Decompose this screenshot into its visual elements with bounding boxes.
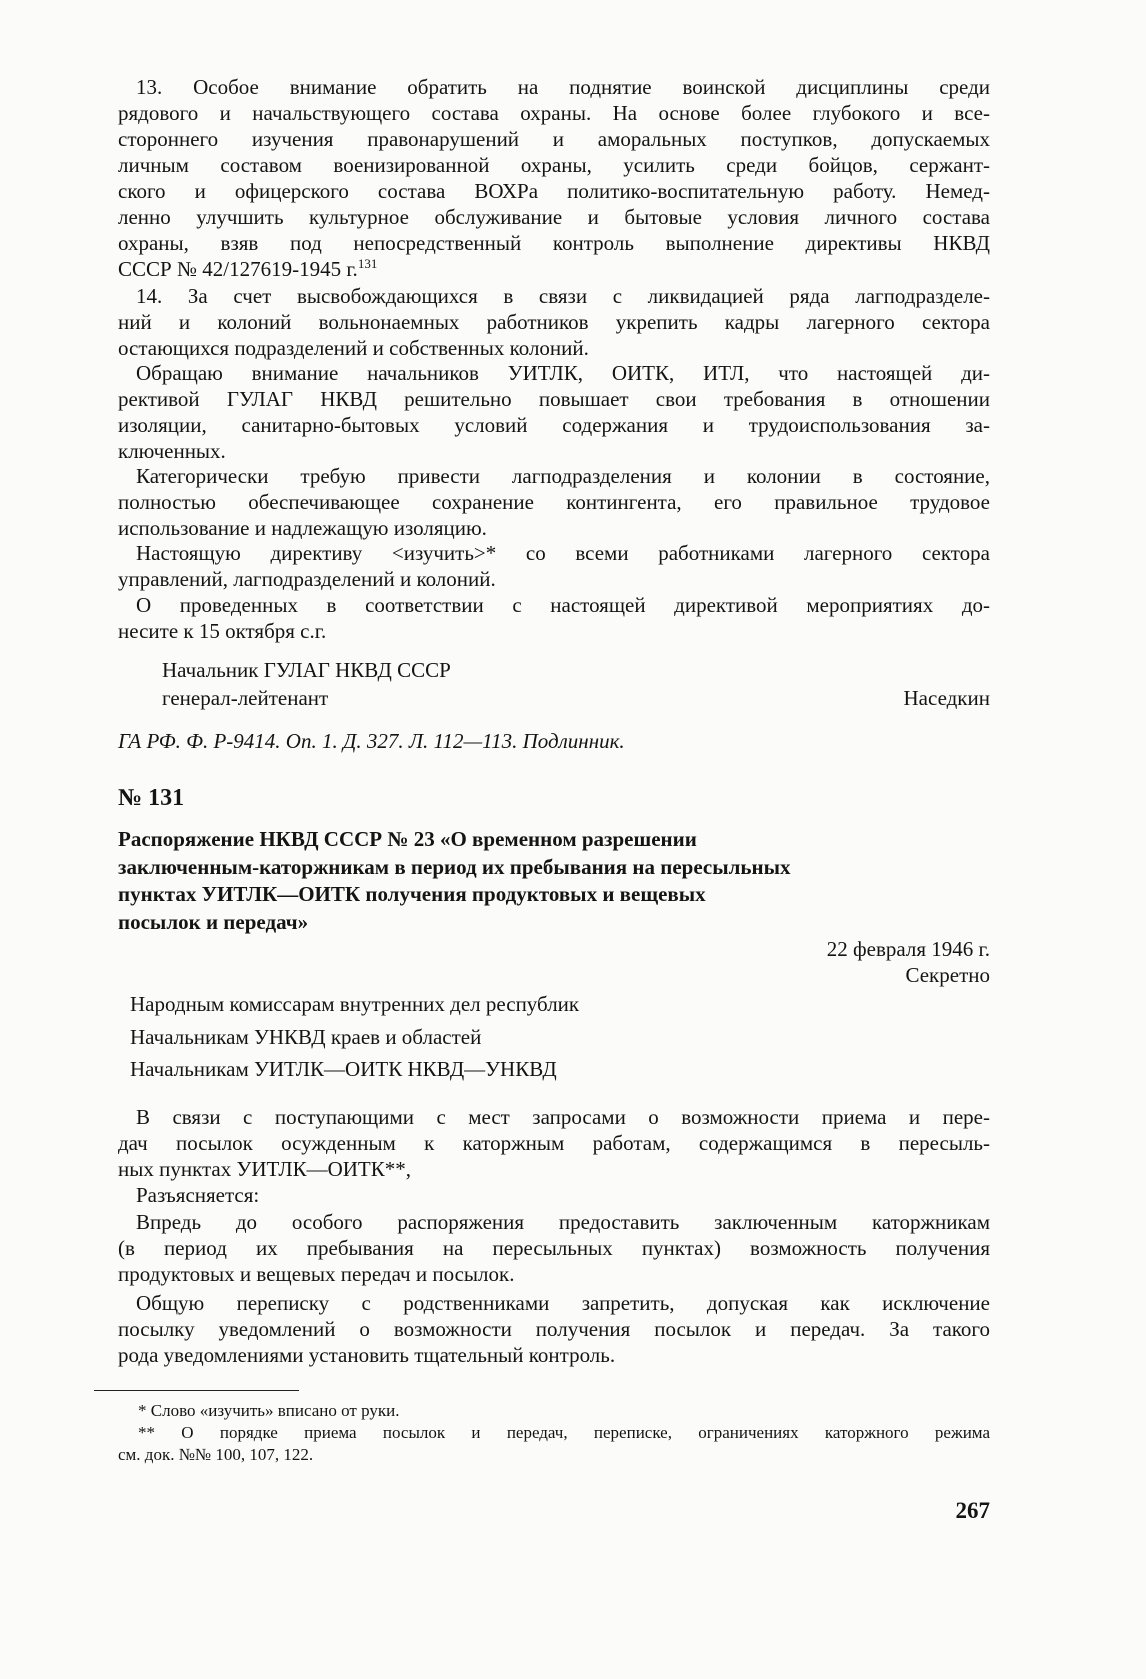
- text-line: ленно улучшить культурное обслуживание и бытовые условия личного состава: [118, 205, 990, 229]
- text-line: ского и офицерского состава ВОХРа политико-воспитательную работу. Немед-: [118, 179, 990, 203]
- text-line: изоляции, санитарно-бытовых условий содержания и трудоиспользования за-: [118, 413, 990, 437]
- text-line: рода уведомлениями установить тщательный контроль.: [118, 1343, 616, 1367]
- signer-name: Наседкин: [903, 686, 990, 710]
- text-line: управлений, лагподразделений и колоний.: [118, 567, 496, 591]
- text-line: Впредь до особого распоряжения предоставить заключенным каторжникам: [136, 1210, 990, 1234]
- text-line: Общую переписку с родственниками запретить, допуская как исключение: [136, 1291, 990, 1315]
- date-classification: [118, 936, 990, 988]
- classification-label: Секретно: [905, 963, 990, 987]
- text: СССР № 42/127619-1945 г.: [118, 257, 358, 281]
- text-line: остающихся подразделений и собственных колоний.: [118, 336, 589, 360]
- footnote: ** О порядке приема посылок и передач, переписке, ограничениях каторжного режима: [138, 1423, 990, 1442]
- text-line: О проведенных в соответствии с настоящей директивой мероприятиях до-: [136, 593, 990, 617]
- addressee: Начальникам УИТЛК—ОИТК НКВД—УНКВД: [130, 1057, 557, 1081]
- page-number-text: 267: [955, 1498, 990, 1523]
- title-line: пунктах УИТЛК—ОИТК получения продуктовых и вещевых: [118, 882, 706, 906]
- footnote-ref: 131: [357, 256, 378, 271]
- page-number: [118, 1498, 990, 1524]
- doc-number-text: № 131: [118, 785, 185, 811]
- signer-position: Начальник ГУЛАГ НКВД СССР: [162, 658, 451, 682]
- paragraph-14: [118, 283, 990, 361]
- title-line: посылок и передач»: [118, 909, 309, 934]
- document-number: [118, 783, 990, 813]
- text-line: [118, 256, 990, 282]
- paragraph-13: [118, 74, 990, 282]
- text-line: охраны, взяв под непосредственный контроль выполнение директивы НКВД: [118, 231, 990, 255]
- signer-rank: генерал-лейтенант: [162, 686, 329, 710]
- document-date: 22 февраля 1946 г.: [826, 937, 990, 961]
- text-line: (в период их пребывания на пересыльных пунктах) возможность получения: [118, 1236, 990, 1260]
- text-line: Разъясняется:: [136, 1183, 260, 1207]
- signer-line: [118, 684, 990, 712]
- text-line: полностью обеспечивающее сохранение контингента, его правильное трудовое: [118, 490, 990, 514]
- paragraph-intro: [118, 1104, 990, 1208]
- text-line: Обращаю внимание начальников УИТЛК, ОИТК, ИТЛ, что настоящей ди-: [136, 361, 990, 385]
- paragraph-forbid: [118, 1290, 990, 1368]
- footnote: * Слово «изучить» вписано от руки.: [138, 1401, 400, 1420]
- document-title: [118, 826, 990, 936]
- archive-ref-text: ГА РФ. Ф. Р-9414. Оп. 1. Д. 327. Л. 112—113. Подлинник.: [118, 729, 625, 753]
- paragraph-demand: [118, 463, 990, 541]
- text-line: дач посылок осужденным к каторжным работам, содержащимся в пересыль-: [118, 1131, 990, 1155]
- text-line: ных пунктах УИТЛК—ОИТК**,: [118, 1157, 411, 1181]
- text-line: ключенных.: [118, 439, 226, 463]
- text-line: несите к 15 октября с.г.: [118, 619, 327, 643]
- text-line: Категорически требую привести лагподразделения и колонии в состояние,: [136, 464, 990, 488]
- addressee: Начальникам УНКВД краев и областей: [130, 1024, 482, 1049]
- text-line: 14. За счет высвобождающихся в связи с ликвидацией ряда лагподразделе-: [136, 284, 990, 308]
- text-line: посылку уведомлений о возможности получения посылок и передач. За такого: [118, 1317, 990, 1341]
- addressee: Народным комиссарам внутренних дел республик: [130, 992, 580, 1016]
- text-line: ний и колоний вольнонаемных работников укрепить кадры лагерного сектора: [118, 310, 990, 334]
- title-line: Распоряжение НКВД СССР № 23 «О временном разрешении: [118, 827, 697, 851]
- text-line: стороннего изучения правонарушений и аморальных поступков, допускаемых: [118, 127, 990, 151]
- paragraph-report: [118, 592, 990, 644]
- footnote: см. док. №№ 100, 107, 122.: [118, 1445, 314, 1464]
- text-line: личным составом военизированной охраны, усилить среди бойцов, сержант-: [118, 153, 990, 177]
- title-line: заключенным-каторжникам в период их пребывания на пересыльных: [118, 854, 791, 879]
- text-line: 13. Особое внимание обратить на поднятие воинской дисциплины среди: [136, 75, 990, 99]
- text-line: Настоящую директиву <изучить>* со всеми работниками лагерного сектора: [136, 541, 990, 565]
- paragraph-study: [118, 540, 990, 592]
- text-line: рядового и начальствующего состава охраны. На основе более глубокого и все-: [118, 101, 990, 125]
- footnote-divider: [94, 1390, 299, 1391]
- text-line: продуктовых и вещевых передач и посылок.: [118, 1262, 515, 1286]
- addressees: [118, 988, 1002, 1086]
- archive-reference: [118, 728, 990, 754]
- text-line: использование и надлежащую изоляцию.: [118, 516, 487, 540]
- text-line: В связи с поступающими с мест запросами о возможности приема и пере-: [136, 1105, 990, 1129]
- footnotes: [118, 1400, 990, 1466]
- text-line: рективой ГУЛАГ НКВД решительно повышает свои требования в отношении: [118, 387, 990, 411]
- paragraph-attention: [118, 360, 990, 464]
- signature-block: [118, 656, 990, 712]
- paragraph-allow: [118, 1209, 990, 1287]
